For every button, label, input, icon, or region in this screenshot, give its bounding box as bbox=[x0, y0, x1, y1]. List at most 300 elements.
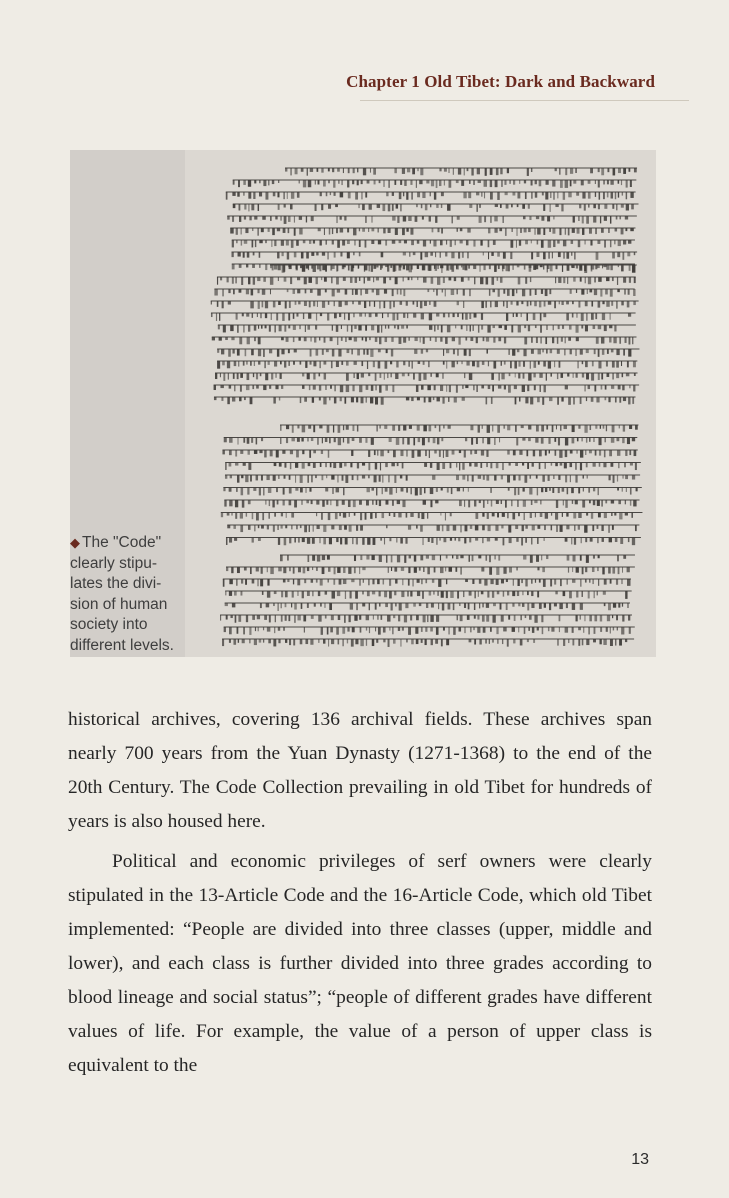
script-glyph bbox=[302, 538, 305, 543]
script-glyph bbox=[300, 397, 302, 403]
script-glyph bbox=[385, 500, 388, 505]
script-glyph bbox=[319, 373, 321, 376]
script-glyph bbox=[267, 579, 269, 586]
script-glyph bbox=[330, 385, 332, 389]
script-glyph bbox=[332, 228, 333, 234]
script-glyph bbox=[586, 373, 589, 379]
script-glyph bbox=[433, 240, 436, 246]
script-glyph bbox=[379, 555, 382, 562]
script-glyph bbox=[401, 567, 404, 571]
script-glyph bbox=[593, 216, 596, 223]
script-glyph bbox=[388, 475, 389, 482]
script-glyph bbox=[357, 475, 359, 480]
script-glyph bbox=[313, 525, 314, 532]
script-glyph bbox=[448, 277, 451, 280]
script-glyph bbox=[617, 252, 620, 257]
script-glyph bbox=[569, 325, 572, 330]
script-glyph bbox=[408, 627, 411, 635]
script-glyph bbox=[555, 204, 558, 207]
script-glyph bbox=[379, 475, 381, 482]
script-glyph bbox=[302, 385, 304, 389]
script-glyph bbox=[410, 591, 412, 597]
script-glyph bbox=[377, 450, 378, 456]
script-glyph bbox=[427, 567, 430, 574]
script-glyph bbox=[325, 463, 326, 468]
script-glyph bbox=[462, 397, 465, 401]
script-glyph bbox=[567, 555, 570, 561]
script-glyph bbox=[612, 373, 613, 379]
script-glyph bbox=[455, 567, 457, 572]
script-glyph bbox=[566, 603, 568, 608]
script-glyph bbox=[539, 603, 542, 609]
script-glyph bbox=[495, 301, 498, 307]
script-glyph bbox=[258, 538, 261, 541]
script-glyph bbox=[359, 438, 362, 443]
script-glyph bbox=[339, 463, 342, 468]
script-glyph bbox=[489, 639, 490, 644]
script-glyph bbox=[462, 313, 463, 320]
script-glyph bbox=[456, 475, 459, 480]
script-glyph bbox=[420, 301, 422, 308]
script-glyph bbox=[321, 277, 322, 280]
script-glyph bbox=[518, 361, 520, 367]
script-glyph bbox=[344, 463, 347, 467]
script-glyph bbox=[486, 337, 489, 342]
script-glyph bbox=[508, 488, 510, 491]
script-glyph bbox=[513, 313, 514, 317]
script-glyph bbox=[459, 603, 460, 606]
script-glyph bbox=[410, 615, 412, 620]
script-glyph bbox=[383, 180, 384, 187]
script-glyph bbox=[430, 337, 431, 341]
script-glyph bbox=[542, 475, 544, 482]
script-glyph bbox=[248, 180, 251, 187]
script-glyph bbox=[339, 579, 342, 585]
script-glyph bbox=[343, 567, 345, 573]
script-glyph bbox=[578, 525, 580, 530]
script-glyph bbox=[459, 500, 462, 506]
script-glyph bbox=[400, 289, 402, 295]
script-glyph bbox=[594, 277, 596, 282]
script-glyph bbox=[268, 488, 271, 493]
script-glyph bbox=[598, 513, 601, 518]
script-glyph bbox=[233, 639, 236, 645]
script-glyph bbox=[598, 579, 599, 586]
script-glyph bbox=[592, 361, 594, 366]
script-glyph bbox=[312, 538, 315, 544]
script-glyph bbox=[252, 264, 255, 268]
script-glyph bbox=[610, 180, 613, 185]
script-glyph bbox=[288, 313, 290, 320]
script-glyph bbox=[394, 325, 396, 328]
script-glyph bbox=[443, 450, 444, 458]
script-glyph bbox=[558, 488, 560, 494]
script-glyph bbox=[581, 538, 582, 544]
script-glyph bbox=[265, 192, 268, 200]
script-glyph bbox=[283, 567, 286, 573]
script-glyph bbox=[284, 475, 286, 479]
script-glyph bbox=[229, 385, 231, 389]
script-glyph bbox=[338, 438, 341, 446]
script-glyph bbox=[580, 463, 582, 471]
script-glyph bbox=[357, 425, 358, 432]
script-glyph bbox=[586, 463, 588, 468]
script-glyph bbox=[476, 385, 477, 392]
script-glyph bbox=[385, 325, 386, 329]
script-glyph bbox=[611, 192, 613, 199]
script-glyph bbox=[551, 463, 552, 466]
script-glyph bbox=[227, 397, 230, 404]
script-glyph bbox=[396, 538, 397, 543]
script-glyph bbox=[430, 500, 432, 507]
script-glyph bbox=[616, 216, 618, 219]
script-glyph bbox=[362, 591, 364, 594]
script-glyph bbox=[282, 313, 284, 321]
script-glyph bbox=[600, 425, 601, 429]
script-glyph bbox=[597, 567, 598, 571]
script-glyph bbox=[540, 264, 543, 267]
script-glyph bbox=[387, 615, 390, 622]
script-glyph bbox=[572, 500, 573, 504]
script-glyph bbox=[399, 337, 402, 344]
script-glyph bbox=[391, 373, 392, 377]
script-glyph bbox=[392, 425, 395, 431]
script-glyph bbox=[411, 277, 412, 280]
script-glyph bbox=[523, 361, 525, 367]
script-glyph bbox=[595, 450, 597, 456]
script-glyph bbox=[354, 555, 356, 561]
script-glyph bbox=[572, 438, 575, 444]
script-glyph bbox=[450, 591, 453, 598]
script-glyph bbox=[475, 513, 478, 519]
script-glyph bbox=[518, 475, 520, 481]
script-glyph bbox=[332, 168, 334, 172]
script-glyph bbox=[484, 579, 487, 586]
script-glyph bbox=[589, 615, 591, 621]
script-glyph bbox=[275, 216, 277, 219]
script-glyph bbox=[392, 216, 395, 221]
script-glyph bbox=[336, 228, 338, 233]
script-glyph bbox=[423, 425, 426, 431]
script-glyph bbox=[417, 168, 418, 171]
script-glyph bbox=[238, 639, 239, 643]
script-glyph bbox=[456, 385, 458, 393]
script-glyph bbox=[460, 240, 463, 243]
script-glyph bbox=[308, 425, 311, 429]
script-glyph bbox=[503, 289, 505, 294]
script-glyph bbox=[436, 488, 438, 492]
script-glyph bbox=[293, 289, 296, 294]
script-glyph bbox=[470, 525, 472, 529]
script-glyph bbox=[291, 525, 292, 529]
script-glyph bbox=[425, 204, 428, 210]
script-glyph bbox=[389, 579, 391, 586]
script-glyph bbox=[574, 538, 576, 545]
script-glyph bbox=[444, 180, 445, 185]
script-glyph bbox=[292, 591, 294, 598]
script-glyph bbox=[469, 373, 472, 380]
script-glyph bbox=[334, 385, 335, 391]
paragraph-1: historical archives, covering 136 archival fields. These archives span nearly 700 years from the Yuan Dynasty (1271-1368) to the end of the 20th Century. The Code Collection prevailing in old Tibet for hundreds of years is also housed here. bbox=[68, 709, 652, 832]
script-glyph bbox=[362, 204, 365, 210]
script-glyph bbox=[575, 349, 576, 356]
script-glyph bbox=[443, 425, 445, 428]
script-glyph bbox=[470, 325, 471, 331]
script-glyph bbox=[295, 488, 298, 491]
script-glyph bbox=[428, 438, 430, 443]
script-glyph bbox=[276, 450, 279, 458]
script-glyph bbox=[453, 168, 454, 175]
script-glyph bbox=[220, 373, 221, 377]
script-glyph bbox=[270, 450, 273, 456]
script-glyph bbox=[320, 192, 322, 196]
script-glyph bbox=[346, 425, 349, 430]
script-glyph bbox=[389, 301, 391, 309]
script-glyph bbox=[263, 349, 265, 357]
script-glyph bbox=[241, 579, 243, 584]
script-glyph bbox=[372, 500, 373, 505]
script-glyph bbox=[464, 450, 466, 458]
script-glyph bbox=[388, 567, 389, 573]
script-glyph bbox=[574, 525, 575, 531]
script-glyph bbox=[502, 216, 504, 223]
script-glyph bbox=[604, 603, 606, 606]
script-glyph bbox=[582, 373, 584, 378]
script-glyph bbox=[328, 204, 331, 209]
script-glyph bbox=[606, 277, 609, 281]
script-glyph bbox=[372, 591, 375, 594]
script-glyph bbox=[516, 228, 517, 236]
script-glyph bbox=[593, 438, 594, 443]
script-glyph bbox=[430, 192, 431, 196]
script-glyph bbox=[317, 555, 320, 562]
script-glyph bbox=[611, 438, 614, 443]
script-glyph bbox=[275, 615, 276, 622]
script-glyph bbox=[393, 450, 396, 457]
script-glyph bbox=[277, 525, 279, 530]
script-glyph bbox=[554, 579, 556, 585]
script-glyph bbox=[298, 337, 300, 341]
script-glyph bbox=[316, 277, 318, 284]
script-glyph bbox=[223, 325, 226, 332]
script-glyph bbox=[586, 313, 587, 321]
script-glyph bbox=[248, 204, 249, 211]
script-glyph bbox=[553, 192, 555, 200]
script-glyph bbox=[323, 538, 326, 545]
script-glyph bbox=[514, 615, 516, 621]
script-glyph bbox=[383, 627, 386, 633]
script-glyph bbox=[466, 240, 468, 245]
script-glyph bbox=[479, 265, 480, 272]
script-glyph bbox=[280, 216, 281, 221]
script-glyph bbox=[296, 313, 298, 317]
script-glyph bbox=[356, 397, 358, 402]
script-glyph bbox=[511, 228, 512, 232]
script-glyph bbox=[572, 301, 574, 304]
script-glyph bbox=[507, 289, 510, 296]
script-glyph bbox=[407, 591, 408, 597]
script-glyph bbox=[440, 252, 441, 258]
script-glyph bbox=[367, 277, 370, 281]
script-glyph bbox=[504, 180, 506, 185]
script-glyph bbox=[435, 500, 438, 503]
script-glyph bbox=[354, 615, 357, 621]
script-glyph bbox=[454, 397, 457, 403]
script-glyph bbox=[295, 463, 298, 468]
script-glyph bbox=[532, 463, 534, 467]
script-glyph bbox=[549, 603, 551, 610]
script-glyph bbox=[564, 349, 565, 355]
script-glyph bbox=[421, 385, 423, 390]
script-glyph bbox=[270, 289, 271, 294]
script-glyph bbox=[388, 450, 390, 453]
script-glyph bbox=[528, 325, 530, 331]
script-glyph bbox=[616, 204, 617, 210]
script-glyph bbox=[326, 349, 329, 352]
script-glyph bbox=[480, 463, 482, 468]
script-glyph bbox=[397, 216, 399, 223]
script-glyph bbox=[462, 252, 464, 258]
script-glyph bbox=[591, 313, 594, 320]
script-glyph bbox=[262, 289, 265, 295]
script-glyph bbox=[505, 500, 507, 508]
script-glyph bbox=[234, 361, 237, 366]
script-glyph bbox=[623, 425, 625, 432]
script-glyph bbox=[273, 475, 276, 481]
script-glyph bbox=[514, 361, 517, 369]
script-glyph bbox=[506, 579, 508, 582]
script-glyph bbox=[559, 228, 561, 235]
script-glyph bbox=[274, 513, 276, 517]
script-glyph bbox=[224, 627, 226, 632]
script-glyph bbox=[239, 216, 241, 222]
script-glyph bbox=[262, 591, 264, 595]
script-glyph bbox=[436, 627, 439, 635]
script-glyph bbox=[403, 192, 404, 196]
script-glyph bbox=[434, 192, 436, 200]
script-glyph bbox=[280, 373, 282, 379]
script-glyph bbox=[418, 513, 420, 519]
script-glyph bbox=[633, 301, 636, 305]
script-glyph bbox=[397, 500, 400, 504]
script-glyph bbox=[369, 301, 370, 306]
script-glyph bbox=[429, 325, 432, 330]
script-glyph bbox=[228, 301, 231, 305]
script-glyph bbox=[333, 425, 334, 433]
script-glyph bbox=[604, 450, 606, 457]
script-glyph bbox=[453, 349, 455, 354]
script-glyph bbox=[606, 265, 609, 270]
script-glyph bbox=[570, 463, 573, 468]
script-glyph bbox=[235, 513, 237, 519]
script-glyph bbox=[343, 488, 344, 496]
script-glyph bbox=[428, 361, 430, 367]
script-glyph bbox=[322, 349, 324, 355]
script-glyph bbox=[441, 591, 444, 598]
script-glyph bbox=[559, 301, 560, 304]
script-glyph bbox=[297, 425, 299, 428]
script-glyph bbox=[545, 192, 548, 200]
script-glyph bbox=[289, 475, 291, 480]
script-glyph bbox=[477, 168, 480, 174]
script-glyph bbox=[420, 555, 423, 560]
script-glyph bbox=[272, 180, 274, 184]
script-glyph bbox=[270, 567, 273, 574]
script-glyph bbox=[367, 538, 370, 545]
script-glyph bbox=[476, 337, 478, 343]
script-glyph bbox=[284, 216, 287, 224]
script-glyph bbox=[430, 488, 433, 495]
script-glyph bbox=[525, 615, 527, 618]
script-glyph bbox=[457, 216, 460, 220]
script-glyph bbox=[513, 579, 514, 586]
script-glyph bbox=[281, 591, 283, 597]
script-glyph bbox=[503, 252, 506, 259]
script-glyph bbox=[542, 192, 544, 195]
script-glyph bbox=[561, 204, 563, 211]
script-glyph bbox=[467, 475, 468, 481]
script-glyph bbox=[481, 325, 483, 330]
script-glyph bbox=[434, 301, 437, 307]
script-glyph bbox=[458, 538, 460, 542]
script-glyph bbox=[579, 265, 582, 271]
script-glyph bbox=[503, 538, 505, 546]
script-glyph bbox=[294, 252, 297, 257]
script-glyph bbox=[548, 475, 550, 481]
script-glyph bbox=[368, 579, 369, 585]
script-glyph bbox=[488, 361, 489, 366]
script-glyph bbox=[501, 373, 504, 379]
script-glyph bbox=[410, 228, 413, 235]
script-glyph bbox=[620, 538, 623, 544]
script-glyph bbox=[406, 639, 408, 642]
script-glyph bbox=[286, 438, 288, 444]
script-glyph bbox=[464, 349, 467, 356]
script-glyph bbox=[537, 488, 538, 496]
script-glyph bbox=[448, 313, 450, 317]
script-glyph bbox=[260, 313, 262, 318]
script-glyph bbox=[257, 228, 259, 236]
script-glyph bbox=[349, 525, 352, 532]
script-glyph bbox=[272, 500, 274, 507]
script-glyph bbox=[428, 538, 430, 542]
script-glyph bbox=[264, 615, 267, 620]
script-glyph bbox=[619, 513, 622, 520]
script-glyph bbox=[369, 313, 372, 317]
script-glyph bbox=[437, 325, 438, 330]
script-glyph bbox=[307, 373, 310, 379]
script-glyph bbox=[492, 615, 495, 623]
script-glyph bbox=[438, 579, 441, 587]
script-glyph bbox=[365, 513, 367, 520]
script-glyph bbox=[621, 627, 624, 634]
script-glyph bbox=[618, 567, 620, 574]
script-glyph bbox=[626, 192, 627, 199]
script-glyph bbox=[459, 463, 460, 471]
script-glyph bbox=[506, 313, 508, 321]
script-glyph bbox=[219, 313, 220, 321]
script-glyph bbox=[463, 289, 465, 296]
script-glyph bbox=[290, 204, 293, 209]
script-glyph bbox=[362, 538, 364, 545]
script-glyph bbox=[618, 180, 620, 184]
script-glyph bbox=[281, 525, 283, 529]
script-glyph bbox=[439, 450, 441, 457]
script-glyph bbox=[541, 216, 544, 221]
script-glyph bbox=[237, 475, 239, 483]
script-glyph bbox=[460, 555, 463, 558]
script-glyph bbox=[290, 168, 291, 175]
